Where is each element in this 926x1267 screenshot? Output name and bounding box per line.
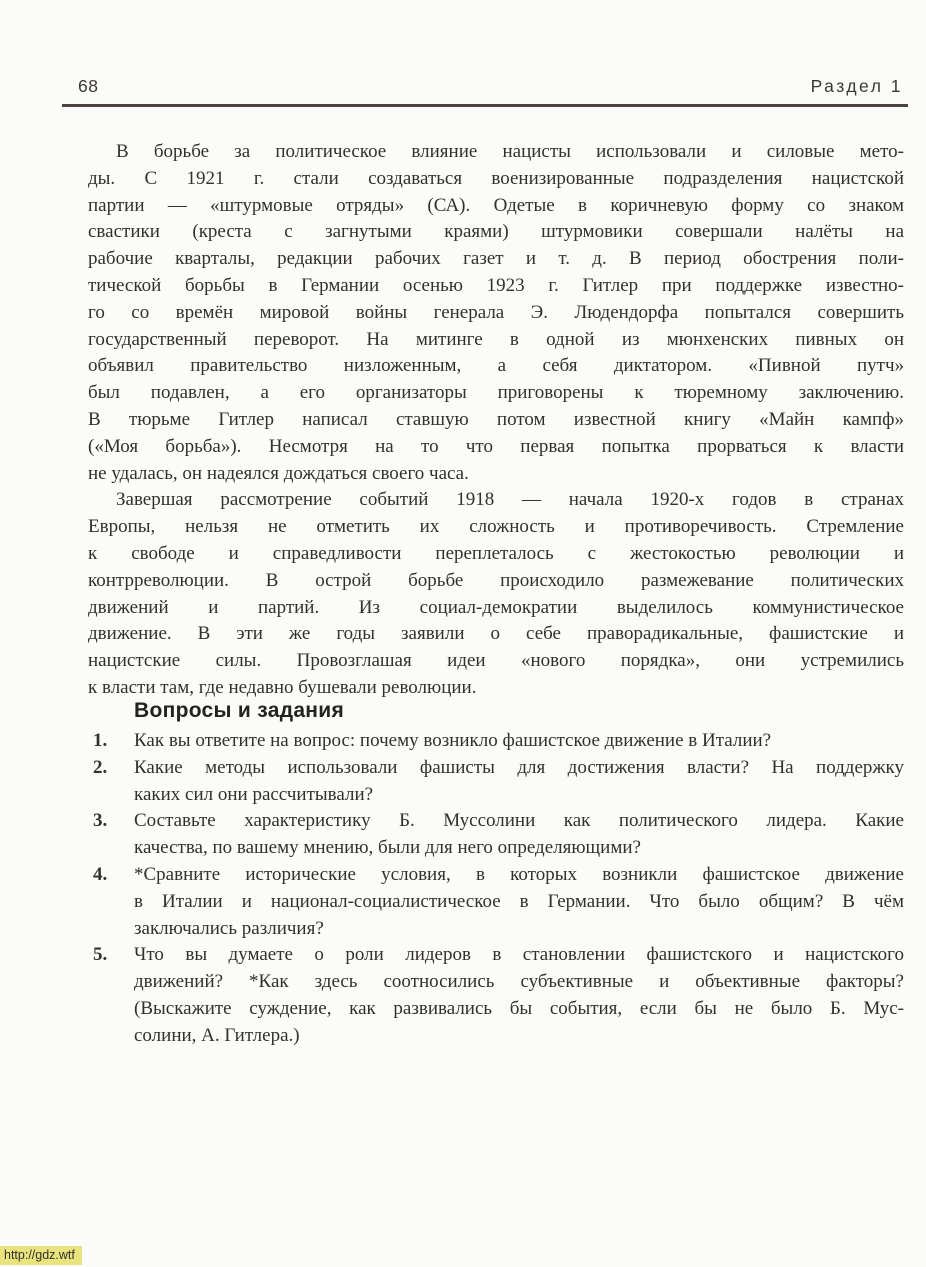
question-number: 1. (93, 730, 108, 751)
text-line: движений и партий. Из социал-демократии выделилось коммунистическое (88, 596, 904, 618)
text-line: не удалась, он надеялся дождаться своего часа. (88, 462, 469, 484)
text-line: к власти там, где недавно бушевали революции. (88, 676, 477, 698)
question-line: заключались различия? (134, 917, 324, 939)
text-line: ды. С 1921 г. стали создаваться военизированные подразделения нацистской (88, 167, 904, 189)
text-line: к свободе и справедливости переплеталось с жестокостью революции и (88, 542, 904, 564)
text-line: В тюрьме Гитлер написал ставшую потом известной книгу «Майн кампф» (88, 408, 904, 430)
question-line: Какие методы использовали фашисты для достижения власти? На поддержку (134, 756, 904, 778)
text-line: контрреволюции. В острой борьбе происходило размежевание политических (88, 569, 904, 591)
question-line: *Сравните исторические условия, в которых возникли фашистское движение (134, 863, 904, 885)
text-line: («Моя борьба»). Несмотря на то что первая попытка прорваться к власти (88, 435, 904, 457)
text-line: тической борьбы в Германии осенью 1923 г. Гитлер при поддержке известно- (88, 274, 904, 296)
text-line: объявил правительство низложенным, а себя диктатором. «Пивной путч» (88, 355, 904, 377)
question-line: Что вы думаете о роли лидеров в становлении фашистского и нацистского (134, 944, 904, 966)
text-line: свастики (креста с загнутыми краями) штурмовики совершали налёты на (88, 221, 904, 243)
page-header (62, 76, 908, 97)
text-line: го со времён мировой войны генерала Э. Людендорфа попытался совершить (88, 301, 904, 323)
question-item (93, 755, 904, 809)
question-number: 4. (93, 863, 108, 885)
question-line: Составьте характеристику Б. Муссолини как политического лидера. Какие (134, 810, 904, 832)
text-line: нацистские силы. Провозглашая идеи «нового порядка», они устремились (88, 650, 904, 672)
text-line: движение. В эти же годы заявили о себе праворадикальные, фашистские и (88, 623, 904, 645)
question-line: каких сил они рассчитывали? (134, 783, 374, 805)
paragraph (88, 487, 904, 701)
questions-list (93, 728, 904, 1050)
question-item (93, 942, 904, 1049)
question-line: движений? *Как здесь соотносились субъективные и объективные факторы? (134, 971, 904, 993)
text-line: рабочие кварталы, редакции рабочих газет и т. д. В период обострения поли- (88, 248, 904, 270)
question-number: 2. (93, 756, 108, 778)
question-item (93, 862, 904, 942)
question-line: качества, по вашему мнению, были для него определяющими? (134, 837, 641, 859)
header-rule (62, 104, 908, 107)
text-line: В борьбе за политическое влияние нацисты использовали и силовые мето- (116, 141, 904, 162)
body-text (88, 139, 904, 702)
text-line: Завершая рассмотрение событий 1918 — начала 1920-х годов в странах (116, 489, 904, 511)
section-label: Раздел 1 (810, 76, 903, 96)
watermark: http://gdz.wtf (0, 1246, 82, 1265)
question-line: в Италии и национал-социалистическое в Германии. Что было общим? В чём (134, 890, 904, 912)
paragraph (88, 139, 904, 487)
text-line: государственный переворот. На митинге в одной из мюнхенских пивных он (88, 328, 904, 350)
page-number: 68 (78, 76, 99, 96)
question-line: Как вы ответите на вопрос: почему возникло фашистское движение в Италии? (134, 730, 772, 751)
question-item (93, 728, 904, 755)
text-line: партии — «штурмовые отряды» (СА). Одетые в коричневую форму со знаком (88, 194, 904, 216)
question-line: солини, А. Гитлера.) (134, 1024, 300, 1046)
question-number: 5. (93, 944, 108, 966)
question-line: (Выскажите суждение, как развивались бы события, если бы не было Б. Мус- (134, 997, 904, 1019)
text-line: Европы, нельзя не отметить их сложность и противоречивость. Стремление (88, 516, 904, 538)
text-line: был подавлен, а его организаторы приговорены к тюремному заключению. (88, 382, 904, 404)
questions-heading: Вопросы и задания (134, 699, 345, 722)
question-item (93, 808, 904, 862)
question-number: 3. (93, 810, 108, 832)
